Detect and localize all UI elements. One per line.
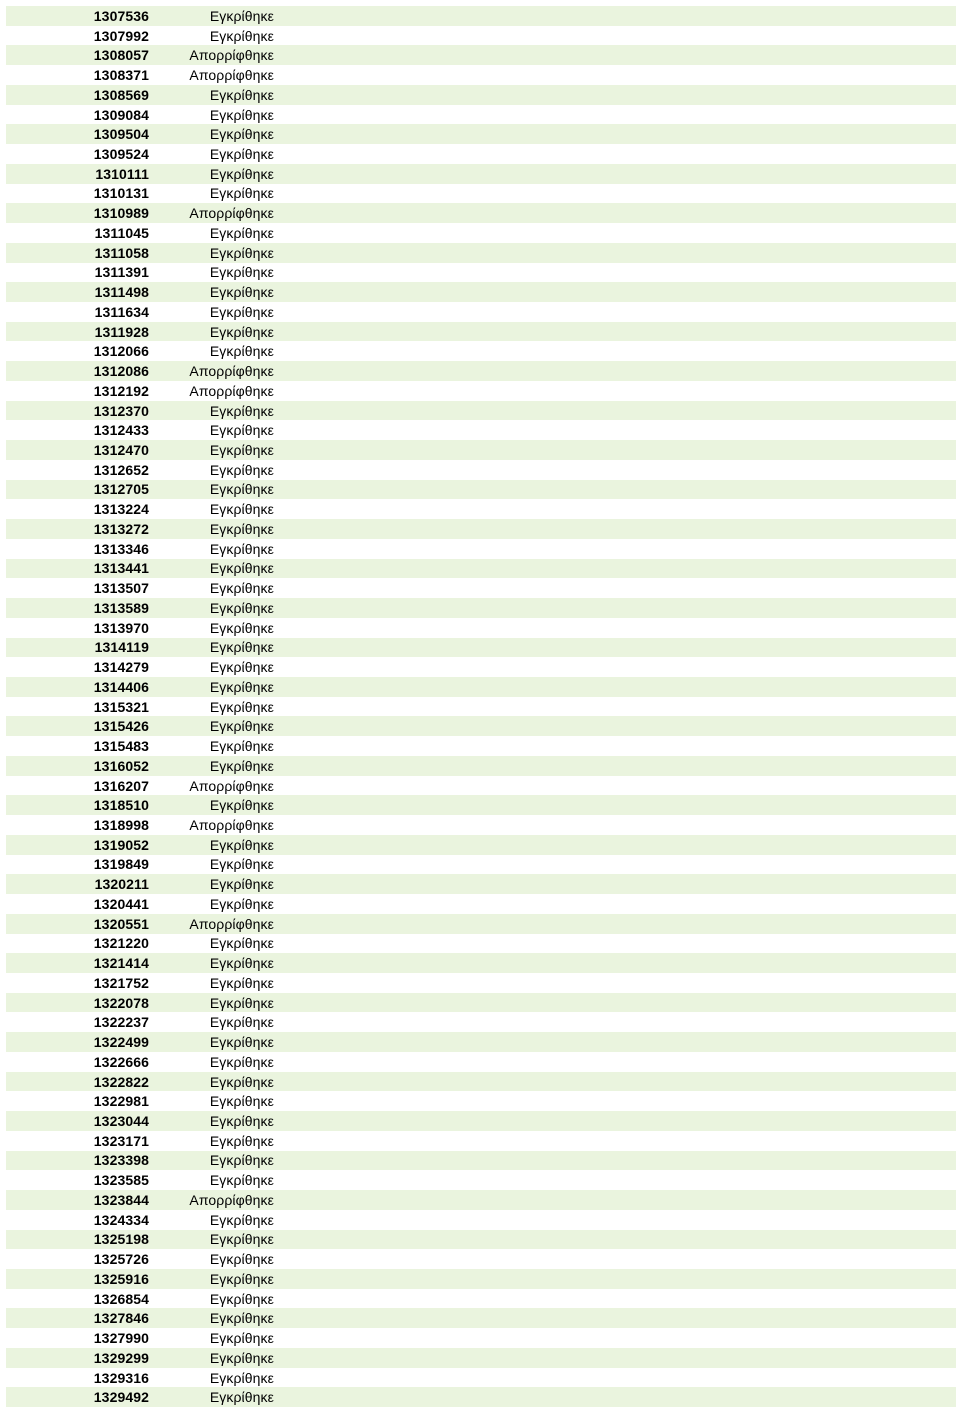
table-row (6, 440, 956, 460)
application-id-cell: 1323044 (93, 1112, 149, 1129)
table-row (6, 1032, 956, 1052)
table-row (6, 6, 956, 26)
status-cell: Εγκρίθηκε (209, 757, 274, 774)
table-row (6, 677, 956, 697)
status-cell: Εγκρίθηκε (209, 678, 274, 695)
application-id-cell: 1323398 (93, 1152, 149, 1169)
table-row (6, 1210, 956, 1230)
application-id-cell: 1322822 (93, 1073, 149, 1090)
status-cell: Εγκρίθηκε (209, 955, 274, 972)
application-id-cell: 1320441 (93, 895, 149, 912)
status-cell: Εγκρίθηκε (209, 1330, 274, 1347)
status-cell: Εγκρίθηκε (209, 738, 274, 755)
table-row (6, 657, 956, 677)
application-id-cell: 1310111 (95, 165, 149, 182)
application-id-cell: 1308569 (93, 86, 149, 103)
results-table (6, 6, 956, 1407)
status-cell: Εγκρίθηκε (209, 836, 274, 853)
application-id-cell: 1327846 (93, 1310, 149, 1327)
table-row (6, 697, 956, 717)
application-id-cell: 1309084 (93, 106, 149, 123)
application-id-cell: 1323844 (93, 1191, 149, 1208)
status-cell: Εγκρίθηκε (209, 1290, 274, 1307)
status-cell: Εγκρίθηκε (209, 856, 274, 873)
status-cell: Εγκρίθηκε (209, 520, 274, 537)
application-id-cell: 1320211 (94, 876, 149, 893)
application-id-cell: 1323171 (93, 1132, 149, 1149)
status-cell: Εγκρίθηκε (209, 1132, 274, 1149)
application-id-cell: 1312433 (93, 422, 149, 439)
table-row (6, 341, 956, 361)
application-id-cell: 1319849 (93, 856, 149, 873)
application-id-cell: 1324334 (93, 1211, 149, 1228)
status-cell: Εγκρίθηκε (209, 402, 274, 419)
status-cell: Εγκρίθηκε (209, 185, 274, 202)
application-id-cell: 1311498 (94, 284, 149, 301)
status-cell: Εγκρίθηκε (209, 126, 274, 143)
table-row (6, 539, 956, 559)
application-id-cell: 1312705 (93, 481, 149, 498)
status-cell: Εγκρίθηκε (209, 284, 274, 301)
status-cell: Απορρίφθηκε (189, 363, 274, 380)
application-id-cell: 1312192 (93, 382, 149, 399)
status-cell: Εγκρίθηκε (209, 1389, 274, 1406)
table-row (6, 1230, 956, 1250)
application-id-cell: 1320551 (93, 915, 149, 932)
status-cell: Εγκρίθηκε (209, 698, 274, 715)
status-cell: Εγκρίθηκε (209, 244, 274, 261)
status-cell: Εγκρίθηκε (209, 343, 274, 360)
status-cell: Εγκρίθηκε (209, 876, 274, 893)
table-row (6, 815, 956, 835)
application-id-cell: 1322981 (93, 1093, 149, 1110)
application-id-cell: 1321752 (93, 974, 149, 991)
table-row (6, 934, 956, 954)
application-id-cell: 1307536 (93, 7, 149, 24)
table-row (6, 973, 956, 993)
table-row (6, 45, 956, 65)
application-id-cell: 1309504 (93, 126, 149, 143)
status-cell: Εγκρίθηκε (209, 1211, 274, 1228)
application-id-cell: 1322666 (93, 1053, 149, 1070)
table-row (6, 401, 956, 421)
status-cell: Εγκρίθηκε (209, 1231, 274, 1248)
status-cell: Εγκρίθηκε (209, 501, 274, 518)
application-id-cell: 1313272 (93, 520, 149, 537)
status-cell: Εγκρίθηκε (209, 224, 274, 241)
table-row (6, 953, 956, 973)
table-row (6, 874, 956, 894)
table-row (6, 776, 956, 796)
application-id-cell: 1312652 (93, 461, 149, 478)
status-cell: Εγκρίθηκε (209, 27, 274, 44)
status-cell: Εγκρίθηκε (209, 7, 274, 24)
table-row (6, 993, 956, 1013)
application-id-cell: 1325198 (93, 1231, 149, 1248)
application-id-cell: 1311928 (94, 323, 149, 340)
table-row (6, 1289, 956, 1309)
status-cell: Εγκρίθηκε (209, 165, 274, 182)
status-cell: Εγκρίθηκε (209, 580, 274, 597)
application-id-cell: 1327990 (93, 1330, 149, 1347)
status-cell: Εγκρίθηκε (209, 1093, 274, 1110)
status-cell: Εγκρίθηκε (209, 422, 274, 439)
table-row (6, 638, 956, 658)
status-cell: Εγκρίθηκε (209, 560, 274, 577)
status-cell: Εγκρίθηκε (209, 639, 274, 656)
status-cell: Εγκρίθηκε (209, 1073, 274, 1090)
table-row (6, 914, 956, 934)
status-cell: Εγκρίθηκε (209, 1152, 274, 1169)
status-cell: Απορρίφθηκε (189, 205, 274, 222)
table-row (6, 263, 956, 283)
table-row (6, 519, 956, 539)
status-cell: Εγκρίθηκε (209, 264, 274, 281)
table-row (6, 1387, 956, 1407)
application-id-cell: 1309524 (93, 146, 149, 162)
table-row (6, 756, 956, 776)
table-row (6, 203, 956, 223)
table-row (6, 164, 956, 184)
status-cell: Εγκρίθηκε (209, 146, 274, 162)
status-cell: Απορρίφθηκε (189, 67, 274, 84)
table-row (6, 1091, 956, 1111)
table-row (6, 243, 956, 263)
status-cell: Εγκρίθηκε (209, 1053, 274, 1070)
table-row (6, 1111, 956, 1131)
status-cell: Εγκρίθηκε (209, 935, 274, 952)
application-id-cell: 1323585 (93, 1172, 149, 1189)
table-row (6, 736, 956, 756)
application-id-cell: 1315426 (93, 718, 149, 735)
status-cell: Εγκρίθηκε (209, 974, 274, 991)
status-cell: Εγκρίθηκε (209, 797, 274, 814)
application-id-cell: 1322237 (93, 1014, 149, 1031)
table-row (6, 322, 956, 342)
application-id-cell: 1310131 (93, 185, 149, 202)
application-id-cell: 1321414 (93, 955, 149, 972)
application-id-cell: 1318510 (93, 797, 149, 814)
application-id-cell: 1313224 (93, 501, 149, 518)
status-cell: Εγκρίθηκε (209, 619, 274, 636)
table-row (6, 302, 956, 322)
application-id-cell: 1321220 (93, 935, 149, 952)
status-cell: Απορρίφθηκε (189, 1191, 274, 1208)
status-cell: Εγκρίθηκε (209, 86, 274, 103)
table-row (6, 894, 956, 914)
table-row (6, 144, 956, 164)
status-cell: Εγκρίθηκε (209, 718, 274, 735)
status-cell: Εγκρίθηκε (209, 1369, 274, 1386)
table-row (6, 559, 956, 579)
status-cell: Απορρίφθηκε (189, 382, 274, 399)
table-row (6, 855, 956, 875)
table-row (6, 1348, 956, 1368)
application-id-cell: 1319052 (93, 836, 149, 853)
table-row (6, 1308, 956, 1328)
table-row (6, 184, 956, 204)
status-cell: Εγκρίθηκε (209, 1251, 274, 1268)
table-row (6, 1328, 956, 1348)
table-row (6, 460, 956, 480)
table-row (6, 795, 956, 815)
application-id-cell: 1326854 (93, 1290, 149, 1307)
table-row (6, 65, 956, 85)
status-cell: Εγκρίθηκε (209, 481, 274, 498)
status-cell: Εγκρίθηκε (209, 106, 274, 123)
status-cell: Εγκρίθηκε (209, 599, 274, 616)
table-row (6, 361, 956, 381)
table-row (6, 1052, 956, 1072)
application-id-cell: 1329316 (93, 1369, 149, 1386)
application-id-cell: 1310989 (93, 205, 149, 222)
table-row (6, 578, 956, 598)
table-row (6, 1151, 956, 1171)
table-row (6, 1170, 956, 1190)
application-id-cell: 1313507 (93, 580, 149, 597)
table-row (6, 1190, 956, 1210)
table-row (6, 282, 956, 302)
application-id-cell: 1325916 (93, 1270, 149, 1287)
table-row (6, 1269, 956, 1289)
status-cell: Εγκρίθηκε (209, 994, 274, 1011)
table-row (6, 1368, 956, 1388)
table-row (6, 124, 956, 144)
application-id-cell: 1313589 (93, 599, 149, 616)
table-row (6, 1131, 956, 1151)
application-id-cell: 1316052 (93, 757, 149, 774)
status-cell: Εγκρίθηκε (209, 1112, 274, 1129)
table-row (6, 1249, 956, 1269)
table-row (6, 480, 956, 500)
status-cell: Εγκρίθηκε (209, 1172, 274, 1189)
table-row (6, 1072, 956, 1092)
application-id-cell: 1314119 (94, 639, 149, 656)
application-id-cell: 1322499 (93, 1034, 149, 1051)
status-cell: Εγκρίθηκε (209, 1014, 274, 1031)
application-id-cell: 1312370 (93, 402, 149, 419)
application-id-cell: 1311045 (94, 224, 149, 241)
application-id-cell: 1313346 (93, 540, 149, 557)
application-id-cell: 1315483 (93, 738, 149, 755)
status-cell: Απορρίφθηκε (189, 47, 274, 64)
table-row (6, 835, 956, 855)
status-cell: Απορρίφθηκε (189, 915, 274, 932)
application-id-cell: 1314279 (93, 659, 149, 676)
table-row (6, 499, 956, 519)
table-row (6, 85, 956, 105)
table-row (6, 223, 956, 243)
application-id-cell: 1313441 (93, 560, 149, 577)
table-row (6, 381, 956, 401)
application-id-cell: 1311391 (94, 264, 149, 281)
table-row (6, 618, 956, 638)
application-id-cell: 1308057 (93, 47, 149, 64)
application-id-cell: 1325726 (93, 1251, 149, 1268)
application-id-cell: 1314406 (93, 678, 149, 695)
status-cell: Εγκρίθηκε (209, 442, 274, 459)
application-id-cell: 1318998 (93, 816, 149, 833)
table-row (6, 716, 956, 736)
application-id-cell: 1313970 (93, 619, 149, 636)
status-cell: Εγκρίθηκε (209, 461, 274, 478)
status-cell: Απορρίφθηκε (189, 777, 274, 794)
application-id-cell: 1311634 (94, 303, 149, 320)
status-cell: Εγκρίθηκε (209, 323, 274, 340)
table-row (6, 26, 956, 46)
status-cell: Εγκρίθηκε (209, 540, 274, 557)
application-id-cell: 1312470 (93, 442, 149, 459)
application-id-cell: 1311058 (94, 244, 149, 261)
application-id-cell: 1316207 (93, 777, 149, 794)
table-row (6, 1012, 956, 1032)
application-id-cell: 1329299 (93, 1349, 149, 1366)
application-id-cell: 1322078 (93, 994, 149, 1011)
application-id-cell: 1307992 (93, 27, 149, 44)
application-id-cell: 1315321 (93, 698, 149, 715)
status-cell: Εγκρίθηκε (209, 1349, 274, 1366)
table-row (6, 105, 956, 125)
table-row (6, 420, 956, 440)
status-cell: Εγκρίθηκε (209, 303, 274, 320)
application-id-cell: 1312086 (93, 363, 149, 380)
status-cell: Απορρίφθηκε (189, 816, 274, 833)
status-cell: Εγκρίθηκε (209, 1310, 274, 1327)
status-cell: Εγκρίθηκε (209, 1034, 274, 1051)
status-cell: Εγκρίθηκε (209, 1270, 274, 1287)
application-id-cell: 1312066 (93, 343, 149, 360)
status-cell: Εγκρίθηκε (209, 659, 274, 676)
application-id-cell: 1308371 (93, 67, 149, 84)
table-row (6, 598, 956, 618)
status-cell: Εγκρίθηκε (209, 895, 274, 912)
application-id-cell: 1329492 (93, 1389, 149, 1406)
